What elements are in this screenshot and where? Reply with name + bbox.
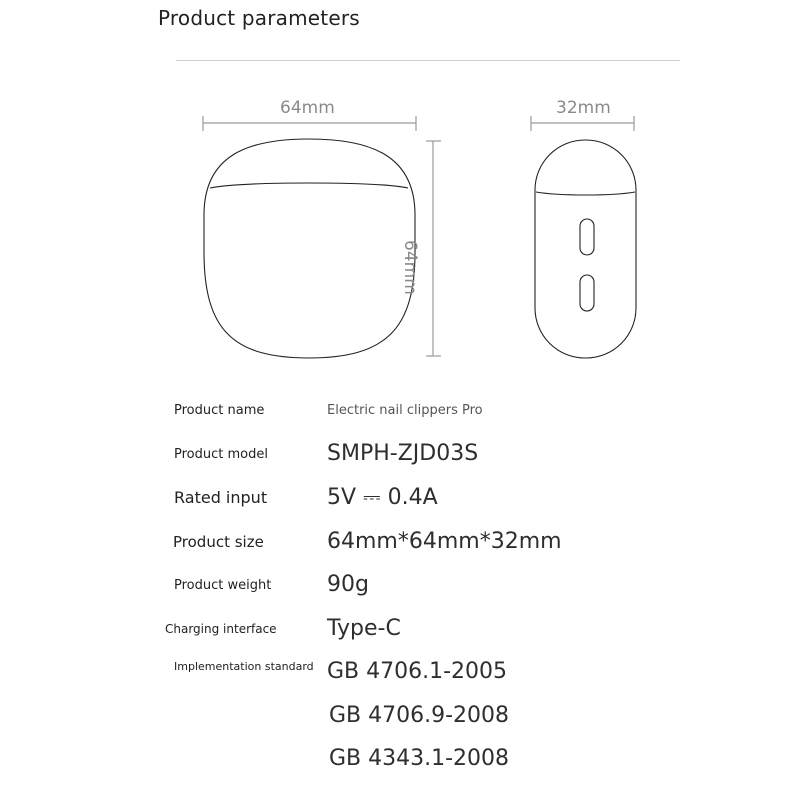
front-width-label: 64mm [280,98,335,118]
side-width-dimension [531,116,634,131]
spec-value: Type-C [327,616,401,641]
spec-row-charging-interface [0,616,800,656]
spec-label: Product name [174,403,265,418]
side-view-device [535,140,636,358]
standard-value: GB 4343.1-2008 [329,746,510,771]
spec-label: Product weight [174,578,272,593]
spec-value: 90g [327,572,369,597]
spec-row-product-size [0,529,800,569]
spec-label: Product size [173,533,264,551]
standard-value: GB 4706.1-2005 [327,659,508,684]
spec-value: Electric nail clippers Pro [327,403,483,418]
spec-label: Rated input [174,488,268,507]
spec-row-product-model [0,441,800,481]
spec-row-product-weight [0,572,800,612]
spec-label: Implementation standard [174,660,314,673]
front-view-device [204,139,415,358]
spec-label: Charging interface [165,622,277,636]
spec-value: SMPH-ZJD03S [327,441,479,466]
spec-row-rated-input [0,485,800,525]
front-height-label: 64mm [400,240,420,295]
front-width-dimension [203,116,416,131]
side-width-label: 32mm [556,98,611,118]
spec-row-product-name [0,399,800,439]
front-height-dimension [426,141,441,356]
standard-value: GB 4706.9-2008 [329,703,510,728]
spec-value: 5V ⎓ 0.4A [327,485,438,510]
spec-label: Product model [174,447,268,462]
page-title: Product parameters [158,6,360,30]
spec-value: 64mm*64mm*32mm [327,529,562,554]
